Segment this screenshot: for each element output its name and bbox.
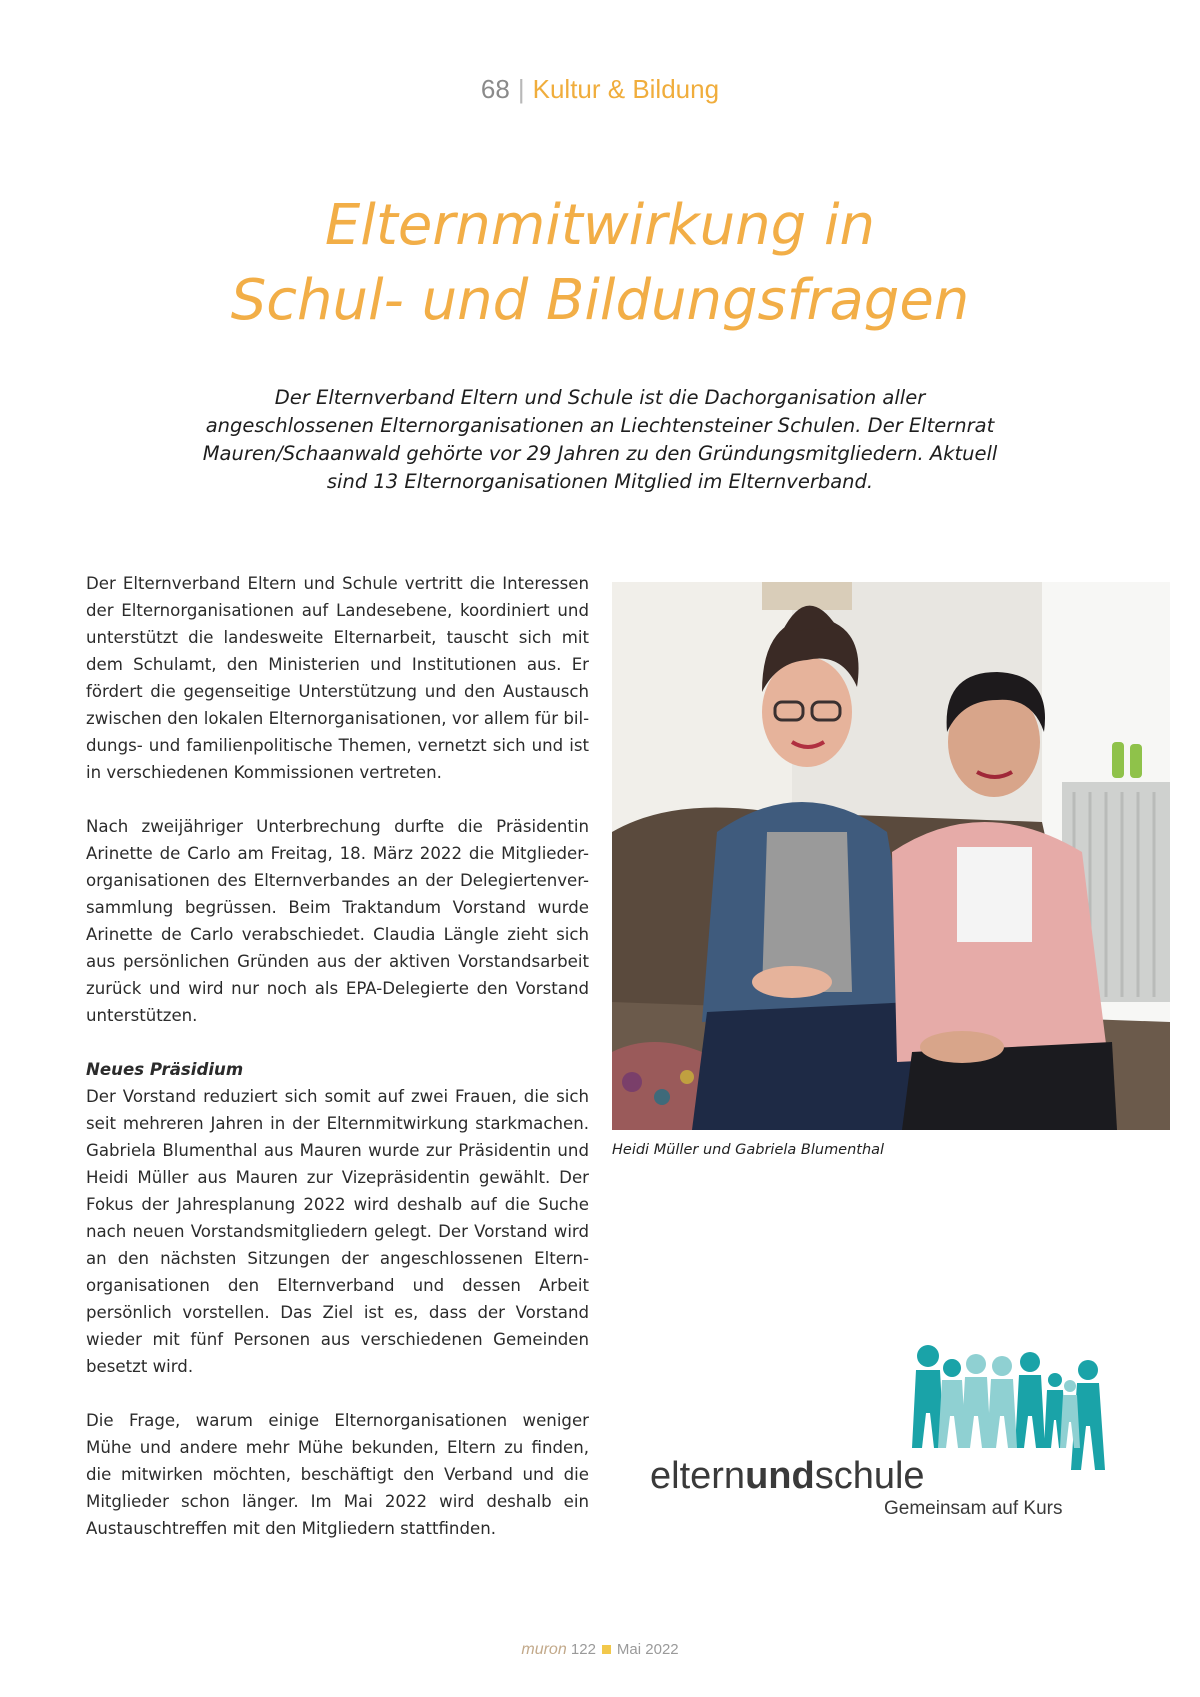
body-line: sammlung begrüssen. Beim Traktandum Vorstand wurde: [86, 898, 589, 917]
article-body: [86, 570, 589, 1569]
lead-paragraph: [150, 384, 1050, 496]
title-line-1: Elternmitwirkung in: [324, 193, 876, 258]
paragraph-3: [86, 1056, 589, 1380]
photo-caption: Heidi Müller und Gabriela Blumenthal: [612, 1142, 885, 1158]
body-line: die mitwirken möchten, beschäftigt den Verband und die: [86, 1465, 589, 1484]
article-photo: [612, 582, 1170, 1130]
body-line: organisationen den Elternverband und dessen Arbeit: [86, 1276, 589, 1295]
body-line: Nach zweijähriger Unterbrechung durfte die Präsidentin: [86, 817, 589, 836]
logo-word-prefix: eltern: [650, 1455, 746, 1497]
body-line: Die Frage, warum einige Elternorganisationen weniger: [86, 1411, 589, 1430]
logo-tagline: Gemeinsam auf Kurs: [884, 1498, 1063, 1518]
body-line: zwischen den lokalen Elternorganisationen, vor allem für bil-: [86, 709, 590, 728]
paragraph-2: [86, 813, 589, 1029]
logo-wordmark: [650, 1455, 925, 1497]
body-line: seit mehreren Jahren in der Elternmitwirkung starkmachen.: [86, 1114, 589, 1133]
body-line: zurück und wird nur noch als EPA-Delegierte den Vorstand: [86, 979, 589, 998]
elternundschule-logo: [640, 1338, 1120, 1518]
paragraph-1: [86, 570, 589, 786]
body-line: dem Schulamt, den Ministerien und Institutionen aus. Er: [86, 655, 589, 674]
lead-line: sind 13 Elternorganisationen Mitglied im Elternverband.: [326, 470, 874, 493]
body-line: Fokus der Jahresplanung 2022 wird deshalb auf die Suche: [86, 1195, 589, 1214]
body-line: an den nächsten Sitzungen der angeschlossenen Eltern-: [86, 1249, 589, 1268]
body-line: Der Elternverband Eltern und Schule vertritt die Interessen: [86, 574, 589, 593]
body-line: unterstützt die landesweite Elternarbeit, tauscht sich mit: [86, 628, 589, 647]
body-line: besetzt wird.: [86, 1357, 194, 1376]
article-title: [0, 188, 1200, 338]
body-line: Austauschtreffen mit den Mitgliedern stattfinden.: [86, 1519, 496, 1538]
body-line: Arinette de Carlo verabschiedet. Claudia Längle zieht sich: [86, 925, 589, 944]
body-line: Der Vorstand reduziert sich somit auf zwei Frauen, die sich: [86, 1087, 589, 1106]
logo-people-figures: [640, 1338, 1120, 1518]
body-line: persönlich vorstellen. Das Ziel ist es, dass der Vorstand: [86, 1303, 589, 1322]
body-line: Mühe und andere mehr Mühe bekunden, Eltern zu finden,: [86, 1438, 589, 1457]
section-title: Kultur & Bildung: [532, 74, 720, 104]
body-line: Heidi Müller aus Mauren zur Vizepräsidentin gewählt. Der: [86, 1168, 589, 1187]
logo-word-suffix: schule: [814, 1455, 925, 1497]
subheading: Neues Präsidium: [86, 1060, 244, 1079]
body-line: der Elternorganisationen auf Landesebene, koordiniert und: [86, 601, 589, 620]
page-footer: [0, 1640, 1200, 1660]
body-line: dungs- und familienpolitische Themen, vernetzt sich und ist: [86, 736, 589, 755]
body-line: Gabriela Blumenthal aus Mauren wurde zur Präsidentin und: [86, 1141, 589, 1160]
issue-date: Mai 2022: [616, 1641, 679, 1658]
body-line: organisationen des Elternverbandes an der Delegiertenver-: [86, 871, 589, 890]
lead-line: Der Elternverband Eltern und Schule ist die Dachorganisation aller: [274, 386, 926, 409]
logo-word-bold: und: [745, 1455, 815, 1497]
page-header: [0, 72, 1200, 106]
photo-two-women-illustration: [612, 582, 1170, 1130]
body-line: unterstützen.: [86, 1006, 198, 1025]
body-line: wieder mit fünf Personen aus verschiedenen Gemeinden: [86, 1330, 589, 1349]
lead-line: angeschlossenen Elternorganisationen an Liechtensteiner Schulen. Der Elternrat: [205, 414, 995, 437]
issue-number: 122: [570, 1641, 596, 1658]
title-line-2: Schul- und Bildungsfragen: [230, 268, 970, 333]
body-line: fördert die gegenseitige Unterstützung und den Austausch: [86, 682, 589, 701]
body-line: nach neuen Vorstandsmitgliedern gelegt. Der Vorstand wird: [86, 1222, 589, 1241]
body-line: Arinette de Carlo am Freitag, 18. März 2022 die Mitglieder-: [86, 844, 589, 863]
body-line: aus persönlichen Gründen aus der aktiven Vorstandsarbeit: [86, 952, 589, 971]
page-number: 68: [480, 74, 510, 104]
lead-line: Mauren/Schaanwald gehörte vor 29 Jahren zu den Gründungsmitgliedern. Aktuell: [202, 442, 998, 465]
body-line: Mitglieder schon länger. Im Mai 2022 wird deshalb ein: [86, 1492, 589, 1511]
magazine-name: muron: [521, 1641, 567, 1658]
paragraph-4: [86, 1407, 589, 1542]
header-separator: |: [517, 74, 525, 104]
footer-square-icon: [602, 1645, 611, 1654]
body-line: in verschiedenen Kommissionen vertreten.: [86, 763, 442, 782]
